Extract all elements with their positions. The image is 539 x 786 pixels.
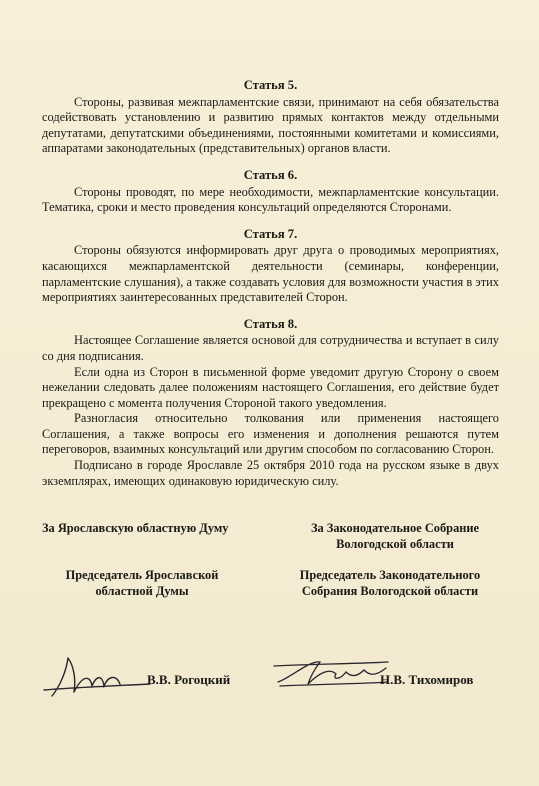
left-party-org-text: За Ярославскую областную Думу [42,521,229,535]
left-party-org [42,520,267,536]
right-party-org-line1: За Законодательное Собрание [310,521,480,535]
article-6 [42,168,499,216]
right-handwritten-signature [270,654,390,694]
article-5 [42,78,499,157]
article-title: Статья 7. [243,226,298,241]
article-paragraph: Разногласия относительно толкования или применения настоящего Соглашения, а также вопросы его изменения и дополнения решаются путем переговоров, взаимных консультаций или другим способом по согласованию Сторон. [42,411,499,457]
right-party-org-line2: Вологодской области [336,537,454,551]
article-paragraph: Если одна из Сторон в письменной форме уведомит другую Сторону о своем нежелании следовать далее положениям настоящего Соглашения, его действие будет прекращено с момента получения Стороной такого уведомления. [42,364,499,410]
article-7 [42,227,499,306]
right-position-line1: Председатель Законодательного [299,568,481,582]
article-title: Статья 5. [243,78,298,92]
left-handwritten-signature [38,646,158,706]
left-position-line2: областной Думы [95,584,189,598]
article-paragraph: Подписано в городе Ярославле 25 октября 2010 года на русском языке в двух экземплярах, имеющих одинаковую юридическую силу. [42,458,499,488]
agreement-body [42,78,499,489]
article-paragraph: Стороны обязуются информировать друг друга о проводимых мероприятиях, касающихся межпарламентской деятельности (семинары, конференции, парламентские слушания), а также создавать условия для возможности участия в этих мероприятиях заинтересованных представителей Сторон. [42,243,499,305]
article-title: Статья 6. [243,167,298,182]
left-signatory-name: В.В. Рогоцкий [147,672,231,687]
article-title: Статья 8. [243,316,298,331]
article-paragraph: Стороны проводят, по мере необходимости, межпарламентские консультации. Тематика, сроки и место проведения консультаций определяются Сторонами. [42,184,499,215]
right-position-line2: Собрания Вологодской области [301,584,479,598]
article-8 [42,317,499,490]
right-signatory-name: Н.В. Тихомиров [380,672,474,687]
left-position-line1: Председатель Ярославской [65,568,219,582]
right-party-org [285,520,505,552]
left-signatory-position [42,567,242,599]
right-signatory-position [275,567,505,599]
article-paragraph: Настоящее Соглашение является основой для сотрудничества и вступает в силу со дня подписания. [42,333,499,363]
article-paragraph: Стороны, развивая межпарламентские связи, принимают на себя обязательства содействовать установлению и развитию прямых контактов между отдельными депутатами, депутатскими объединениями, постоянными комитетами и комиссиями, аппаратами законодательных (представительных) органов власти. [42,94,499,156]
